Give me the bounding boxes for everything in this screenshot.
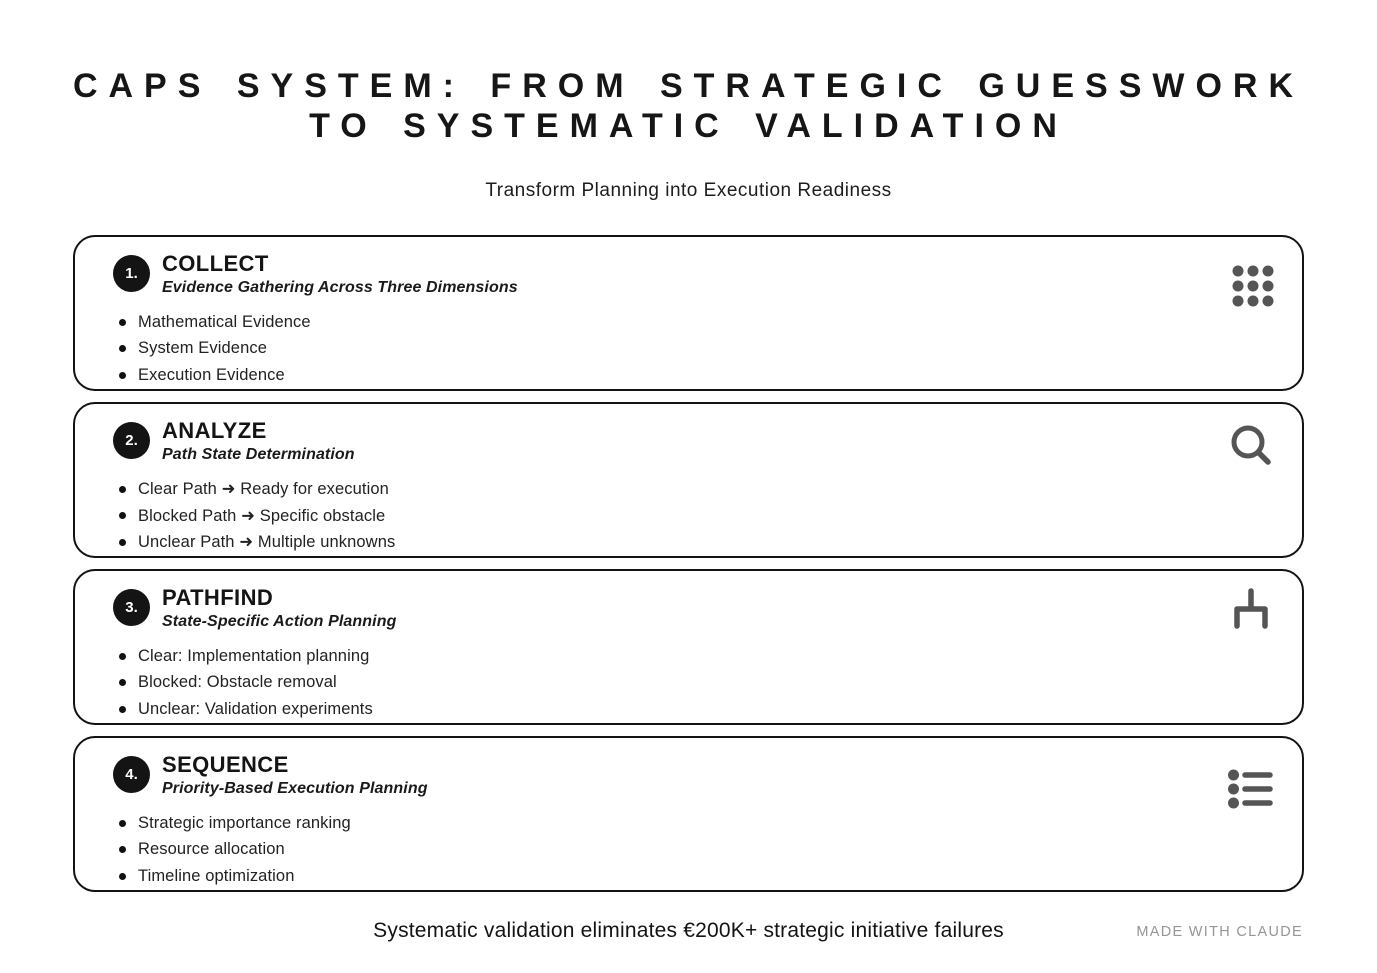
grid-icon	[1232, 265, 1274, 312]
step-header	[113, 252, 1272, 297]
bullet-item	[119, 309, 1272, 336]
page-title-line-1: CAPS SYSTEM: FROM STRATEGIC GUESSWORK	[72, 67, 1305, 105]
bullet-item	[119, 529, 1272, 556]
step-card-collect	[73, 235, 1304, 391]
bullet-text: Strategic importance ranking	[138, 813, 351, 832]
bullet-dot	[119, 372, 126, 379]
step-heading-group	[162, 753, 428, 798]
step-number-badge: 4.	[113, 756, 150, 793]
bullet-text: Blocked: Obstacle removal	[138, 673, 337, 691]
step-title: PATHFIND	[162, 585, 274, 610]
bullet-list	[113, 309, 1272, 389]
bullet-text: System Evidence	[138, 339, 267, 357]
page-title	[0, 0, 1377, 146]
bullet-item	[119, 476, 1272, 503]
bullet-text: Execution Evidence	[138, 365, 285, 384]
step-heading-group	[162, 586, 396, 631]
step-subtitle: Priority-Based Execution Planning	[162, 779, 428, 797]
bullet-item	[119, 335, 1272, 362]
step-title: ANALYZE	[162, 418, 267, 443]
step-header	[113, 419, 1272, 464]
list-icon	[1228, 768, 1274, 815]
bullet-text: Timeline optimization	[138, 866, 295, 885]
search-icon	[1227, 421, 1277, 476]
bullet-list	[113, 476, 1272, 556]
bullet-item	[119, 836, 1272, 863]
step-subtitle: State-Specific Action Planning	[162, 612, 397, 630]
step-title: SEQUENCE	[162, 752, 289, 777]
bullet-item	[119, 863, 1272, 890]
step-heading-group	[162, 419, 355, 464]
step-number-badge: 2.	[113, 422, 150, 459]
bullet-text: Blocked Path ➜ Specific obstacle	[138, 506, 386, 525]
footer	[0, 919, 1377, 943]
bullet-item	[119, 643, 1272, 670]
step-number-badge: 1.	[113, 255, 150, 292]
step-card-analyze	[73, 402, 1304, 558]
footer-tagline: Systematic validation eliminates €200K+ strategic initiative failures	[373, 919, 1004, 942]
branch-icon	[1232, 587, 1270, 638]
bullet-dot	[119, 539, 126, 546]
bullet-item	[119, 810, 1272, 837]
bullet-dot	[119, 653, 126, 660]
bullet-dot	[119, 873, 126, 880]
bullet-item	[119, 502, 1272, 529]
step-number-badge: 3.	[113, 589, 150, 626]
step-subtitle: Path State Determination	[162, 445, 355, 463]
bullet-text: Mathematical Evidence	[138, 312, 311, 331]
bullet-item	[119, 362, 1272, 389]
bullet-dot	[119, 345, 126, 352]
page-subtitle: Transform Planning into Execution Readiness	[485, 180, 892, 201]
bullet-dot	[119, 512, 126, 519]
step-header	[113, 753, 1272, 798]
step-card-pathfind	[73, 569, 1304, 725]
bullet-list	[113, 643, 1272, 723]
bullet-item	[119, 696, 1272, 723]
step-card-sequence	[73, 736, 1304, 892]
page-title-line-2: TO SYSTEMATIC VALIDATION	[309, 107, 1068, 145]
bullet-dot	[119, 679, 126, 686]
step-header	[113, 586, 1272, 631]
bullet-dot	[119, 706, 126, 713]
steps-container	[73, 235, 1304, 892]
bullet-text: Unclear Path ➜ Multiple unknowns	[138, 533, 396, 551]
step-title: COLLECT	[162, 251, 269, 276]
bullet-item	[119, 669, 1272, 696]
bullet-text: Clear: Implementation planning	[138, 646, 370, 665]
bullet-dot	[119, 486, 126, 493]
bullet-text: Clear Path ➜ Ready for execution	[138, 480, 389, 498]
bullet-dot	[119, 846, 126, 853]
bullet-dot	[119, 319, 126, 326]
bullet-dot	[119, 820, 126, 827]
bullet-text: Unclear: Validation experiments	[138, 699, 373, 718]
made-with-claude-credit: MADE WITH CLAUDE	[1136, 924, 1303, 940]
step-subtitle: Evidence Gathering Across Three Dimensions	[162, 278, 518, 296]
step-heading-group	[162, 252, 518, 297]
bullet-list	[113, 810, 1272, 890]
bullet-text: Resource allocation	[138, 840, 285, 858]
